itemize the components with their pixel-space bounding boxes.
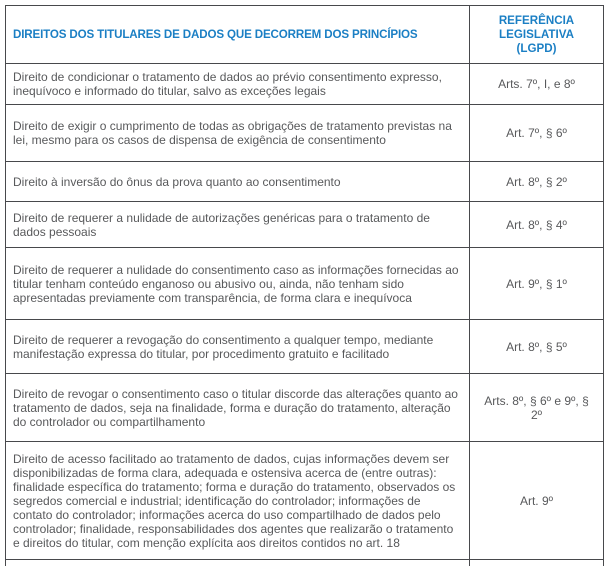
legal-reference: Art. 8º, § 2º <box>470 162 604 202</box>
table-row <box>6 442 604 560</box>
lgpd-rights-table <box>5 5 604 566</box>
table-row <box>6 64 604 105</box>
legal-reference: Art. 8º, § 4º <box>470 202 604 248</box>
right-description: Direito de exigir o cumprimento de todas as obrigações de tratamento previstas na lei, mesmo para os casos de dispensa de exigência de consentimento <box>6 105 470 162</box>
table-row-cutoff <box>6 560 604 566</box>
legal-reference: Arts. 8º, § 6º e 9º, § 2º <box>470 374 604 442</box>
legal-reference: Art. 9º <box>470 442 604 560</box>
column-header-rights: DIREITOS DOS TITULARES DE DADOS QUE DECORREM DOS PRINCÍPIOS <box>6 6 470 64</box>
right-description: Direito de requerer a nulidade do consentimento caso as informações fornecidas ao titular tenham conteúdo enganoso ou abusivo ou, ainda, não tenham sido apresentadas previamente com transparência, de forma clara e inequívoca <box>6 248 470 320</box>
legal-reference: Arts. 7º, I, e 8º <box>470 64 604 105</box>
column-header-reference: REFERÊNCIA LEGISLATIVA (LGPD) <box>470 6 604 64</box>
table-row <box>6 374 604 442</box>
right-description-cutoff <box>6 560 470 566</box>
table-row <box>6 248 604 320</box>
right-description: Direito de condicionar o tratamento de dados ao prévio consentimento expresso, inequívoco e informado do titular, salvo as exceções legais <box>6 64 470 105</box>
right-description: Direito à inversão do ônus da prova quanto ao consentimento <box>6 162 470 202</box>
right-description: Direito de acesso facilitado ao tratamento de dados, cujas informações devem ser disponibilizadas de forma clara, adequada e ostensiva acerca de (entre outras): finalidade específica do tratamento; forma e duração do tratamento, observados os segredos comercial e industrial; identificação do controlador; informações de contato do controlador; informações acerca do uso compartilhado de dados pelo controlador; finalidade, responsabilidades dos agentes que realizarão o tratamento e direitos do titular, com menção explícita aos direitos contidos no art. 18 <box>6 442 470 560</box>
legal-reference: Art. 8º, § 5º <box>470 320 604 374</box>
table-header-row <box>6 6 604 64</box>
legal-reference: Art. 7º, § 6º <box>470 105 604 162</box>
legal-reference: Art. 9º, § 1º <box>470 248 604 320</box>
right-description: Direito de requerer a revogação do consentimento a qualquer tempo, mediante manifestação expressa do titular, por procedimento gratuito e facilitado <box>6 320 470 374</box>
right-description: Direito de requerer a nulidade de autorizações genéricas para o tratamento de dados pessoais <box>6 202 470 248</box>
right-description: Direito de revogar o consentimento caso o titular discorde das alterações quanto ao tratamento de dados, seja na finalidade, forma e duração do tratamento, alteração do controlador ou compartilhamento <box>6 374 470 442</box>
table-row <box>6 202 604 248</box>
table-row <box>6 162 604 202</box>
legal-reference-cutoff <box>470 560 604 566</box>
table-row <box>6 105 604 162</box>
table-row <box>6 320 604 374</box>
